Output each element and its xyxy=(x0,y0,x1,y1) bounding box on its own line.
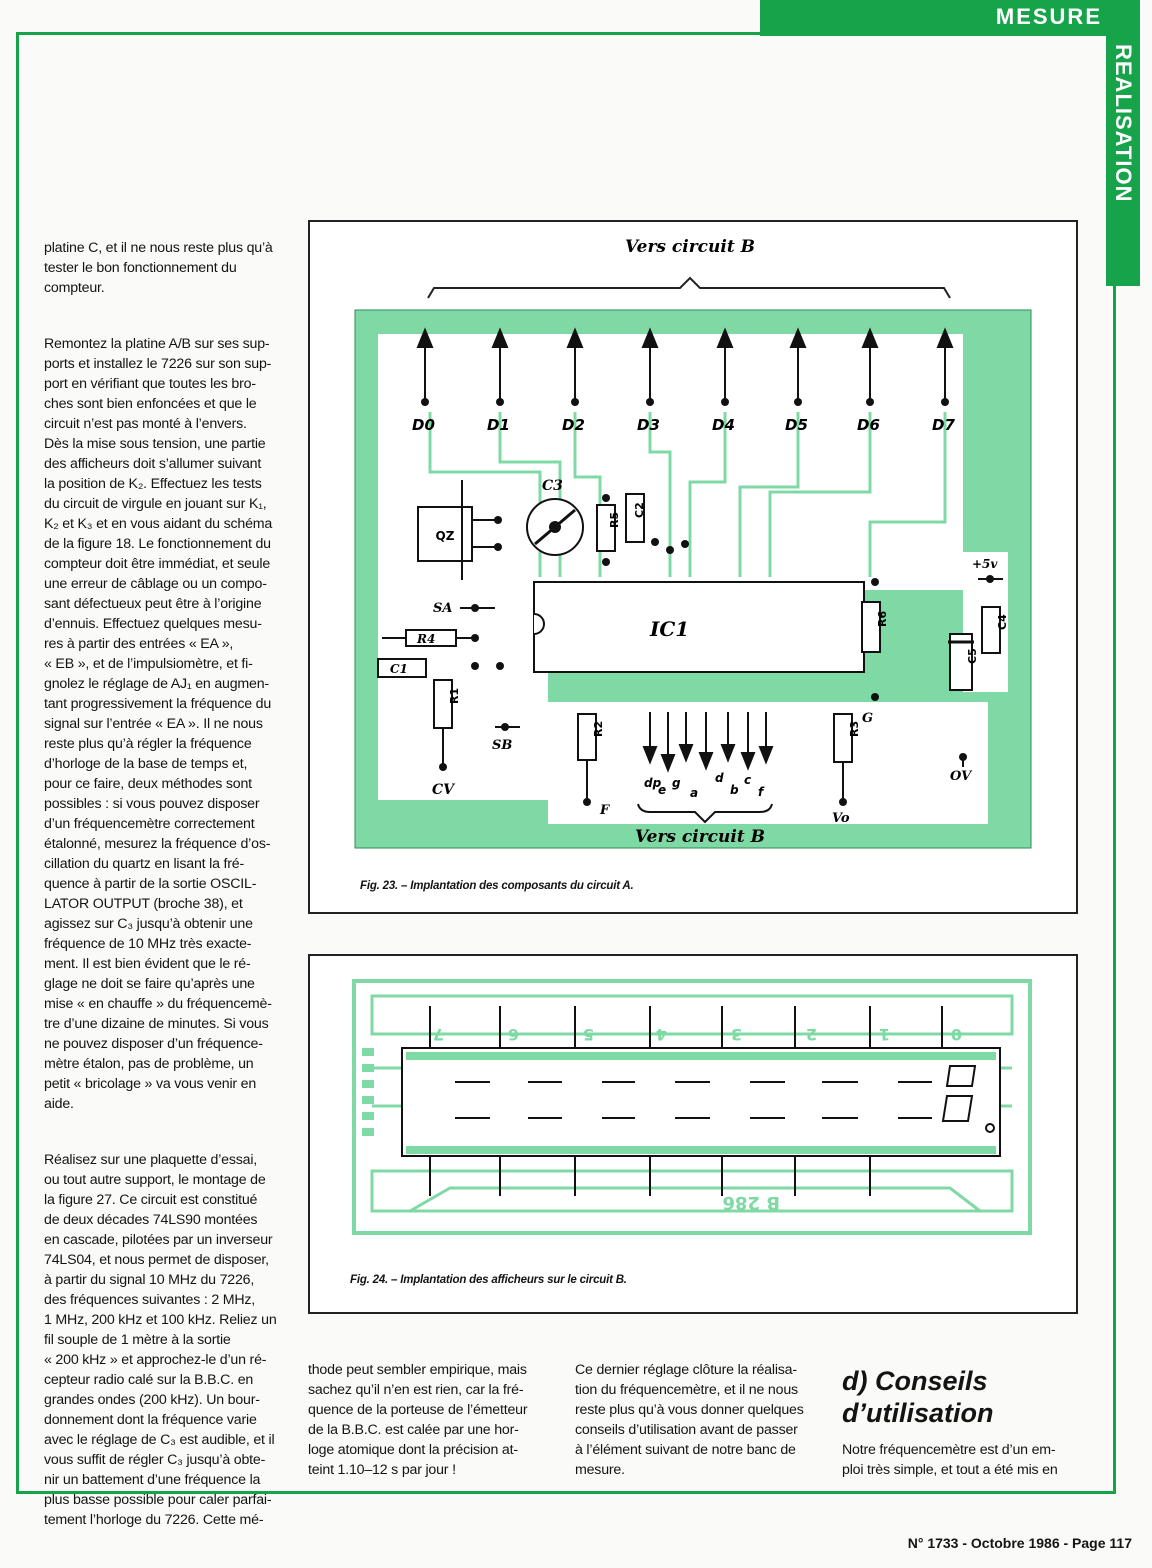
svg-text:OV: OV xyxy=(950,769,972,784)
label-d7: D7 xyxy=(932,416,955,434)
top-brace xyxy=(428,278,950,298)
svg-text:R4: R4 xyxy=(417,632,436,646)
svg-text:4: 4 xyxy=(655,1025,667,1044)
svg-text:QZ: QZ xyxy=(435,529,455,543)
svg-text:d: d xyxy=(715,771,724,785)
svg-text:b: b xyxy=(730,783,739,797)
svg-text:7: 7 xyxy=(432,1025,444,1044)
svg-text:G: G xyxy=(862,711,874,726)
figure-24-caption: Fig. 24. – Implantation des afficheurs sur le circuit B. xyxy=(350,1274,627,1286)
heading-line-2: d’utilisation xyxy=(842,1398,994,1428)
page-footer: N° 1733 - Octobre 1986 - Page 117 xyxy=(907,1535,1132,1551)
paragraph-2: Remontez la platine A/B sur ses sup- ports et installez le 7226 sur son sup- port en vérifiant que toutes les bro- ches sont bien enfoncées et que le circuit n’est pas monté à l’envers. Dès la mise sous tension, une partie des afficheurs doit s’allumer suivant la position de K₂. Effectuez les tests du circuit de virgule en jouant sur K₁, K₂ et K₃ et en vous aidant du schéma de la figure 18. Le fonctionnement du compteur doit être immédiat, et seule une erreur de câblage ou un compo- sant défectueux peut être à l’origine d’ennuis. Effectuez quelques mesu- res à partir des entrées « EA », « EB », et de l’impulsiomètre, et fi- gnolez le réglage de AJ₁ en augmen- tant progressivement la fréquence du signal sur l’entrée « EA ». Il ne nous reste plus qu’à régler la fréquence d’horloge de la base de temps et, pour ce faire, deux méthodes sont possibles : si vous pouvez disposer d’un fréquencemètre correctement étalonné, mesurez la fréquence d’os- cillation du quartz en lisant la fré- quence à partir de la sortie OSCIL- LATOR OUTPUT (broche 38), et agissez sur C₃ jusqu’à obtenir une fréquence de 10 MHz très exacte- ment. Il est bien évident que le ré- glage ne doit se faire qu’après une mise « en chauffe » du fréquencemè- tre d’une dizaine de minutes. Si vous ne pouvez disposer d’un fréquence- mètre étalon, pas de problème, un petit « bricolage » va vous venir en aide. xyxy=(44,336,273,1112)
svg-text:R3: R3 xyxy=(848,720,861,737)
left-column xyxy=(44,218,294,1566)
column-2: thode peut sembler empirique, mais sachez qu’il n’en est rien, car la fré- quence de la porteuse de l’émetteur de la B.B.C. est calée par une hor- loge atomique dont la précision at- teint 1.10–12 s par jour ! xyxy=(308,1362,528,1478)
svg-text:e: e xyxy=(658,783,667,797)
svg-text:Vo: Vo xyxy=(832,811,850,826)
label-d0: D0 xyxy=(412,416,435,434)
label-d1: D1 xyxy=(487,416,510,434)
svg-text:+5v: +5v xyxy=(972,557,998,571)
board-b-label: B 286 xyxy=(722,1192,780,1213)
svg-text:C2: C2 xyxy=(633,502,646,518)
svg-text:R6: R6 xyxy=(876,610,889,627)
svg-text:F: F xyxy=(600,803,610,818)
svg-text:SA: SA xyxy=(433,601,453,616)
svg-text:C4: C4 xyxy=(996,614,1009,630)
svg-text:C3: C3 xyxy=(542,478,563,494)
column-3: Ce dernier réglage clôture la réalisa- tion du fréquencemètre, et il ne nous reste plus qu’à vous donner quelques conseils d’utilisation avant de passer à l’élément suivant de notre banc de mesure. xyxy=(575,1362,804,1478)
paragraph-1: platine C, et il ne nous reste plus qu’à tester le bon fonctionnement du compteur. xyxy=(44,240,273,296)
svg-text:6: 6 xyxy=(507,1025,519,1044)
svg-text:g: g xyxy=(672,776,681,790)
label-d2: D2 xyxy=(562,416,585,434)
fig23-top-label: Vers circuit B xyxy=(625,237,755,257)
label-d5: D5 xyxy=(785,416,808,434)
svg-text:CV: CV xyxy=(432,782,455,798)
svg-text:1: 1 xyxy=(878,1025,890,1044)
side-tab xyxy=(1106,36,1140,286)
svg-text:C5: C5 xyxy=(966,648,979,664)
heading-line-1: d) Conseils xyxy=(842,1366,988,1396)
fig23-bottom-label: Vers circuit B xyxy=(635,827,765,847)
label-d3: D3 xyxy=(637,416,660,434)
section-tab xyxy=(760,0,1140,36)
svg-text:a: a xyxy=(690,786,699,800)
svg-text:R2: R2 xyxy=(592,720,605,737)
section-heading xyxy=(842,1365,994,1429)
figure-23 xyxy=(308,220,1078,914)
svg-text:f: f xyxy=(758,785,764,799)
figure-24 xyxy=(308,954,1078,1314)
figure-23-drawing xyxy=(310,222,1076,912)
side-tab-label: REALISATION xyxy=(1111,44,1136,203)
svg-text:IC1: IC1 xyxy=(650,617,690,641)
section-title: MESURE xyxy=(995,4,1102,29)
svg-text:c: c xyxy=(744,773,752,787)
ic1-chip xyxy=(534,582,864,672)
svg-text:R1: R1 xyxy=(448,687,461,704)
svg-text:C1: C1 xyxy=(390,662,408,676)
svg-text:5: 5 xyxy=(582,1025,594,1044)
figure-23-caption: Fig. 23. – Implantation des composants du circuit A. xyxy=(360,880,634,892)
svg-text:2: 2 xyxy=(805,1025,817,1044)
label-d4: D4 xyxy=(712,416,735,434)
figure-24-drawing xyxy=(310,956,1076,1312)
paragraph-3: Réalisez sur une plaquette d’essai, ou tout autre support, le montage de la figure 27. Ce circuit est constitué de deux décades 74LS90 montées en cascade, pilotées par un inverseur 74LS04, et nous permet de disposer, à partir du signal 10 MHz du 7226, des fréquences suivantes : 2 MHz, 1 MHz, 200 kHz et 100 kHz. Reliez un fil souple de 1 mètre à la sortie « 200 kHz » et approchez-le d’un ré- cepteur radio calé sur la B.B.C. en grandes ondes (200 kHz). Un bour- donnement dont la fréquence varie avec le réglage de C₃ est audible, et il vous suffit de régler C₃ jusqu’à obte- nir un battement d’une fréquence la plus basse possible pour caler parfai- tement l’horloge du 7226. Cette mé- xyxy=(44,1152,277,1528)
label-d6: D6 xyxy=(857,416,880,434)
column-4: Notre fréquencemètre est d’un em- ploi très simple, et tout a été mis en xyxy=(842,1442,1058,1478)
display-strip xyxy=(402,1048,1000,1156)
svg-text:0: 0 xyxy=(950,1025,962,1044)
svg-text:3: 3 xyxy=(730,1025,742,1044)
svg-text:R5: R5 xyxy=(608,511,621,528)
svg-text:dp: dp xyxy=(644,776,662,790)
svg-text:SB: SB xyxy=(492,738,513,753)
